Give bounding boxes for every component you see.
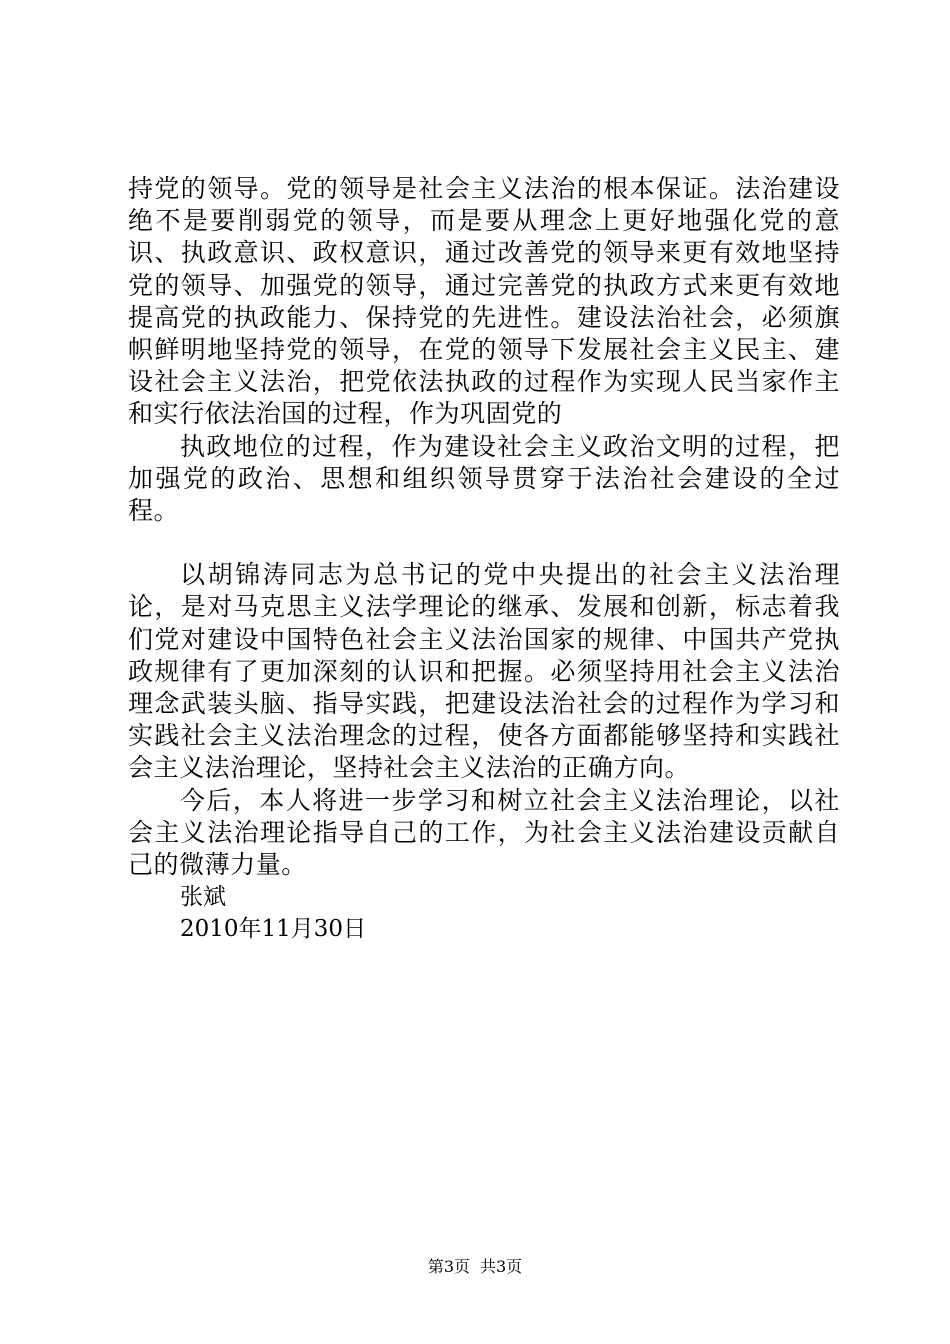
- paragraph-2: 执政地位的过程，作为建设社会主义政治文明的过程，把加强党的政治、思想和组织领导贯穿于法治社会建设的全过程。: [128, 431, 840, 526]
- paragraph-1: 持党的领导。党的领导是社会主义法治的根本保证。法治建设绝不是要削弱党的领导，而是要从理念上更好地强化党的意识、执政意识、政权意识，通过改善党的领导来更有效地坚持党的领导、加强党的领导，通过完善党的执政方式来更有效地提高党的执政能力、保持党的先进性。建设法治社会，必须旗帜鲜明地坚持党的领导，在党的领导下发展社会主义民主、建设社会主义法治，把党依法执政的过程作为实现人民当家作主和实行依法治国的过程，作为巩固党的: [128, 174, 840, 429]
- paragraph-4: 今后，本人将进一步学习和树立社会主义法治理论，以社会主义法治理论指导自己的工作，为社会主义法治建设贡献自己的微薄力量。: [128, 785, 840, 880]
- page-total: 共3页: [480, 1257, 523, 1276]
- document-body: [128, 173, 840, 945]
- signature-name: 张斌: [180, 884, 226, 911]
- page-number: 第3页: [427, 1257, 470, 1276]
- page-footer: [0, 1257, 950, 1277]
- paragraph-3: 以胡锦涛同志为总书记的党中央提出的社会主义法治理论，是对马克思主义法学理论的继承、发展和创新，标志着我们党对建设中国特色社会主义法治国家的规律、中国共产党执政规律有了更加深刻的认识和把握。必须坚持用社会主义法治理念武装头脑、指导实践，把建设法治社会的过程作为学习和实践社会主义法治理念的过程，使各方面都能够坚持和实践社会主义法治理论，坚持社会主义法治的正确方向。: [128, 560, 840, 783]
- signature-date: 2010年11月30日: [180, 916, 367, 943]
